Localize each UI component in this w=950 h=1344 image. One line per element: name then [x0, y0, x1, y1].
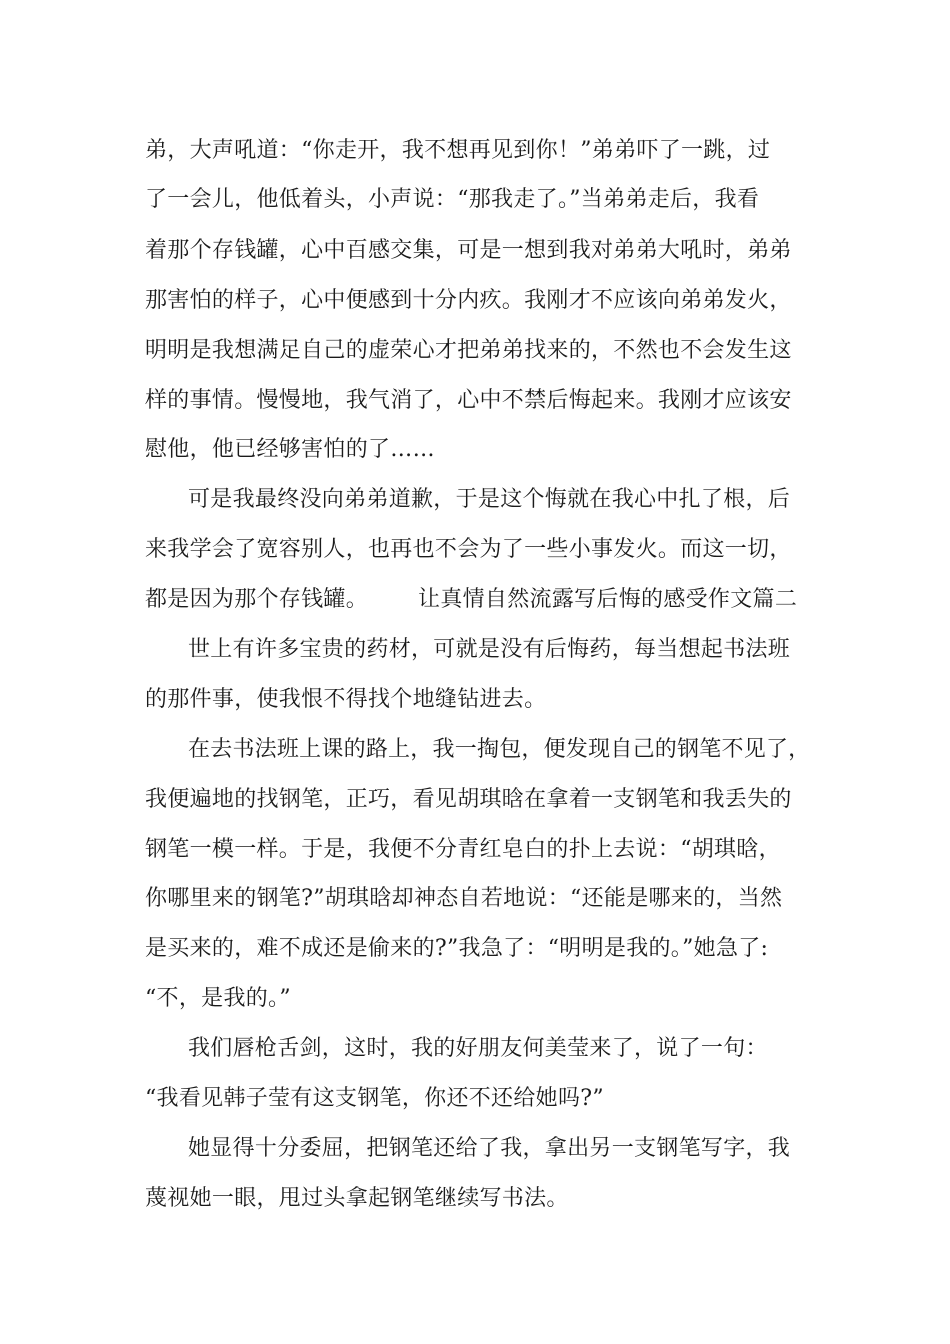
text-line: 我便遍地的找钢笔，正巧，看见胡琪晗在拿着一支钢笔和我丢失的: [145, 787, 792, 812]
text-line: 世上有许多宝贵的药材，可就是没有后悔药，每当想起书法班: [188, 637, 791, 662]
text-line: 是买来的，难不成还是偷来的?”我急了：“明明是我的。”她急了:: [145, 936, 769, 961]
text-line: 的那件事，使我恨不得找个地缝钻进去。: [145, 687, 547, 712]
text-line: 她显得十分委屈，把钢笔还给了我，拿出另一支钢笔写字，我: [188, 1136, 791, 1161]
text-line-with-heading: [145, 585, 797, 615]
text-line: 在去书法班上课的路上，我一掏包，便发现自己的钢笔不见了，: [188, 737, 811, 762]
text-line: “不，是我的。”: [145, 986, 291, 1011]
text-line: 都是因为那个存钱罐。: [145, 587, 369, 612]
text-line: 我们唇枪舌剑，这时，我的好朋友何美莹来了，说了一句：: [188, 1036, 768, 1061]
text-line: 弟，大声吼道：“你走开，我不想再见到你！”弟弟吓了一跳，过: [145, 138, 771, 163]
section-heading: 让真情自然流露写后悔的感受作文篇二: [418, 587, 798, 612]
text-line: 了一会儿，他低着头，小声说：“那我走了。”当弟弟走后，我看: [145, 187, 760, 212]
text-line: 着那个存钱罐，心中百感交集，可是一想到我对弟弟大吼时，弟弟: [145, 238, 792, 263]
text-line: 钢笔一模一样。于是，我便不分青红皂白的扑上去说：“胡琪晗，: [145, 837, 781, 862]
text-line: 明明是我想满足自己的虚荣心才把弟弟找来的，不然也不会发生这: [145, 338, 792, 363]
text-line: 那害怕的样子，心中便感到十分内疚。我刚才不应该向弟弟发火，: [145, 288, 792, 313]
text-line: 样的事情。慢慢地，我气消了，心中不禁后悔起来。我刚才应该安: [145, 388, 792, 413]
text-line: 你哪里来的钢笔?”胡琪晗却神态自若地说：“还能是哪来的，当然: [145, 886, 783, 911]
text-line: 蔑视她一眼，甩过头拿起钢笔继续写书法。: [145, 1186, 569, 1211]
text-line: “我看见韩子莹有这支钢笔，你还不还给她吗?”: [145, 1086, 604, 1111]
text-line: 来我学会了宽容别人，也再也不会为了一些小事发火。而这一切，: [145, 537, 792, 562]
text-line: 可是我最终没向弟弟道歉，于是这个悔就在我心中扎了根，后: [188, 487, 791, 512]
text-line: 慰他，他已经够害怕的了……: [145, 437, 435, 462]
